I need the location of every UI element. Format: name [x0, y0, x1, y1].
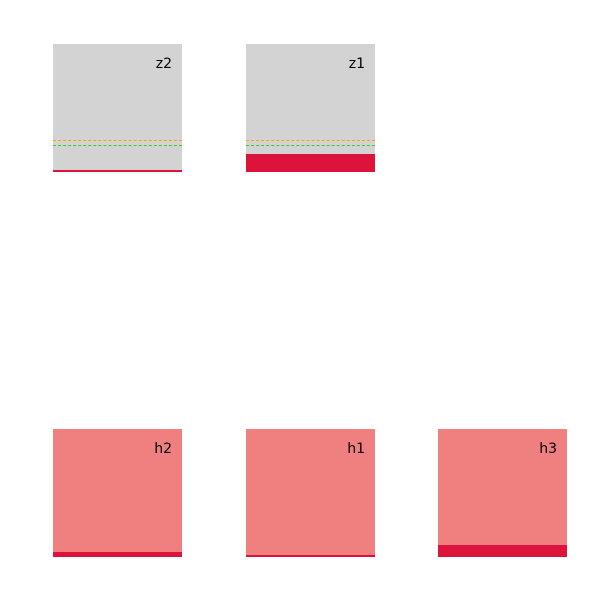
level-bar — [53, 552, 182, 557]
level-bar — [438, 545, 567, 557]
panel-h3 — [438, 429, 567, 557]
orange-threshold-line — [246, 140, 375, 141]
level-bar — [246, 555, 375, 557]
panel-z1 — [246, 44, 375, 172]
level-bar — [246, 154, 375, 172]
panel-z2 — [53, 44, 182, 172]
panel-label: z2 — [155, 56, 172, 72]
panel-label: h3 — [539, 441, 557, 457]
orange-threshold-line — [53, 140, 182, 141]
panel-h1 — [246, 429, 375, 557]
panel-h2 — [53, 429, 182, 557]
green-threshold-line — [246, 145, 375, 146]
green-threshold-line — [53, 145, 182, 146]
level-bar — [53, 170, 182, 172]
panel-label: h2 — [154, 441, 172, 457]
panel-label: h1 — [347, 441, 365, 457]
panel-label: z1 — [348, 56, 365, 72]
